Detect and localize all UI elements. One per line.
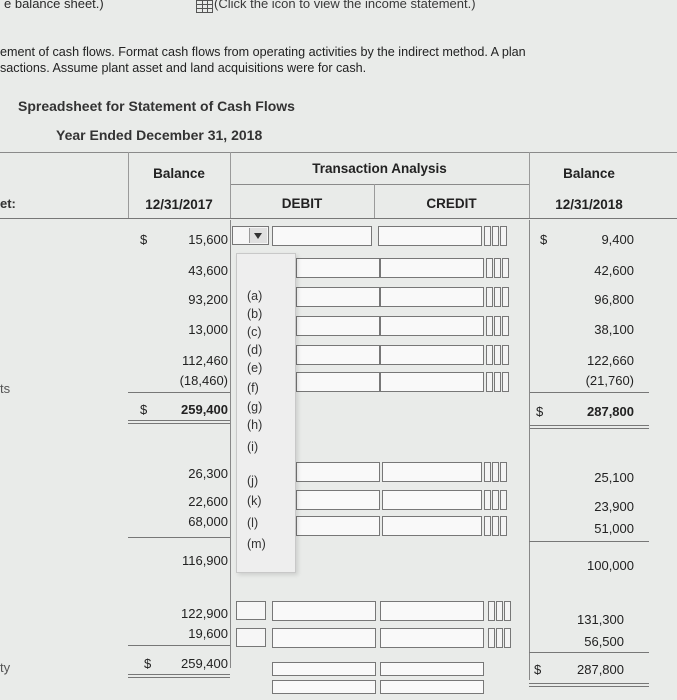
dropdown-option-l[interactable]: (l) bbox=[247, 516, 259, 530]
debit-input-row2[interactable] bbox=[296, 258, 380, 278]
debit-input-row4[interactable] bbox=[296, 316, 380, 336]
credit-select-row10b[interactable] bbox=[496, 601, 503, 621]
grid-icon[interactable] bbox=[196, 0, 213, 13]
credit-input-row10[interactable] bbox=[380, 601, 484, 621]
instructions-line-1: ement of cash flows. Format cash flows from operating activities by the indirect method. A plan bbox=[0, 45, 526, 59]
credit-select-row9c[interactable] bbox=[500, 516, 507, 536]
credit-select-row9[interactable] bbox=[484, 516, 491, 536]
debit-input-row11[interactable] bbox=[272, 628, 376, 648]
dropdown-option-i[interactable]: (i) bbox=[247, 440, 259, 454]
bal2018-plant-assets: 122,660 bbox=[587, 353, 634, 368]
dropdown-option-h[interactable]: (h) bbox=[247, 418, 263, 432]
transaction-select-row1[interactable] bbox=[232, 226, 269, 245]
currency-symbol: $ bbox=[540, 232, 548, 247]
dropdown-option-k[interactable]: (k) bbox=[247, 494, 262, 508]
row-label-stub: et: bbox=[0, 196, 16, 211]
dropdown-option-a[interactable]: (a) bbox=[247, 289, 263, 303]
currency-symbol: $ bbox=[536, 404, 544, 419]
bal2018-total-liab-equity: 287,800 bbox=[577, 662, 624, 677]
bal2018-receivables: 42,600 bbox=[594, 263, 634, 278]
header-balance-2017: Balance bbox=[153, 166, 205, 181]
credit-select-row7c[interactable] bbox=[500, 462, 507, 482]
row-label-ts: ts bbox=[0, 381, 11, 396]
header-date-2017: 12/31/2017 bbox=[145, 197, 213, 212]
debit-input-row7[interactable] bbox=[296, 462, 380, 482]
credit-total-input-2[interactable] bbox=[380, 680, 484, 694]
balance-sheet-link-text[interactable]: e balance sheet.) bbox=[4, 0, 104, 11]
credit-select-row9b[interactable] bbox=[492, 516, 499, 536]
credit-select-row8[interactable] bbox=[484, 490, 491, 510]
transaction-select-row11[interactable] bbox=[236, 628, 266, 647]
row-label-ty: ty bbox=[0, 660, 11, 675]
bal2017-accrued-liabilities: 22,600 bbox=[188, 494, 228, 509]
header-date-2018: 12/31/2018 bbox=[555, 197, 623, 212]
credit-input-row7[interactable] bbox=[382, 462, 482, 482]
bal2017-cash: 15,600 bbox=[188, 232, 228, 247]
credit-select-row1c[interactable] bbox=[500, 226, 507, 246]
debit-input-row3[interactable] bbox=[296, 287, 380, 307]
debit-input-row5[interactable] bbox=[296, 345, 380, 365]
header-debit: DEBIT bbox=[281, 196, 323, 211]
transaction-dropdown-menu[interactable] bbox=[236, 253, 296, 573]
credit-select-row4b[interactable] bbox=[494, 316, 501, 336]
credit-select-row3b[interactable] bbox=[494, 287, 501, 307]
credit-input-row6[interactable] bbox=[380, 372, 484, 392]
credit-select-row3c[interactable] bbox=[502, 287, 509, 307]
dropdown-option-f[interactable]: (f) bbox=[247, 381, 259, 395]
bal2018-accum-depreciation: (21,760) bbox=[585, 373, 634, 388]
dropdown-option-e[interactable]: (e) bbox=[247, 361, 263, 375]
bal2018-long-term-notes: 51,000 bbox=[594, 521, 634, 536]
credit-select-row10[interactable] bbox=[488, 601, 495, 621]
credit-select-row11[interactable] bbox=[488, 628, 495, 648]
bal2017-retained-earnings: 19,600 bbox=[188, 626, 228, 641]
credit-select-row2c[interactable] bbox=[502, 258, 509, 278]
credit-select-row4[interactable] bbox=[486, 316, 493, 336]
bal2017-total-assets: 259,400 bbox=[181, 402, 228, 417]
bal2017-accum-depreciation: (18,460) bbox=[179, 373, 228, 388]
dropdown-option-d[interactable]: (d) bbox=[247, 343, 263, 357]
credit-select-row6[interactable] bbox=[486, 372, 493, 392]
bal2017-total-liab-equity: 259,400 bbox=[181, 656, 228, 671]
credit-select-row6b[interactable] bbox=[494, 372, 501, 392]
dropdown-option-b[interactable]: (b) bbox=[247, 307, 263, 321]
credit-select-row2[interactable] bbox=[486, 258, 493, 278]
bal2017-total-liabilities: 116,900 bbox=[181, 553, 228, 568]
credit-input-row2[interactable] bbox=[380, 258, 484, 278]
panel-subtitle: Year Ended December 31, 2018 bbox=[56, 127, 263, 143]
credit-select-row11c[interactable] bbox=[504, 628, 511, 648]
credit-select-row1[interactable] bbox=[484, 226, 491, 246]
dropdown-option-g[interactable]: (g) bbox=[247, 400, 263, 414]
bal2018-accounts-payable: 25,100 bbox=[594, 470, 634, 485]
dropdown-option-c[interactable]: (c) bbox=[247, 325, 262, 339]
panel-title: Spreadsheet for Statement of Cash Flows bbox=[18, 98, 295, 114]
credit-input-row11[interactable] bbox=[380, 628, 484, 648]
credit-select-row3[interactable] bbox=[486, 287, 493, 307]
debit-input-row10[interactable] bbox=[272, 601, 376, 621]
currency-symbol: $ bbox=[534, 662, 542, 677]
bal2018-accrued-liabilities: 23,900 bbox=[594, 499, 634, 514]
credit-select-row5c[interactable] bbox=[502, 345, 509, 365]
credit-total-input[interactable] bbox=[380, 662, 484, 676]
bal2017-land: 13,000 bbox=[188, 322, 228, 337]
instructions-line-2: sactions. Assume plant asset and land acquisitions were for cash. bbox=[0, 61, 367, 75]
credit-select-row4c[interactable] bbox=[502, 316, 509, 336]
header-transaction-analysis: Transaction Analysis bbox=[312, 161, 447, 176]
credit-input-row9[interactable] bbox=[382, 516, 482, 536]
instructions bbox=[0, 44, 526, 76]
dropdown-option-j[interactable]: (j) bbox=[247, 474, 259, 488]
transaction-select-row10[interactable] bbox=[236, 601, 266, 620]
credit-input-row1[interactable] bbox=[378, 226, 482, 246]
credit-select-row8c[interactable] bbox=[500, 490, 507, 510]
credit-input-row4[interactable] bbox=[380, 316, 484, 336]
credit-select-row10c[interactable] bbox=[504, 601, 511, 621]
currency-symbol: $ bbox=[140, 232, 148, 247]
bal2017-common-stock: 122,900 bbox=[181, 606, 228, 621]
credit-select-row7b[interactable] bbox=[492, 462, 499, 482]
header-balance-2018: Balance bbox=[563, 166, 615, 181]
credit-select-row5[interactable] bbox=[486, 345, 493, 365]
bal2018-total-assets: 287,800 bbox=[587, 404, 634, 419]
credit-select-row7[interactable] bbox=[484, 462, 491, 482]
bal2018-land: 38,100 bbox=[594, 322, 634, 337]
debit-total-input-2[interactable] bbox=[272, 680, 376, 694]
credit-select-row11b[interactable] bbox=[496, 628, 503, 648]
header-credit: CREDIT bbox=[426, 196, 477, 211]
bal2018-common-stock: 131,300 bbox=[577, 612, 624, 627]
bal2018-retained-earnings: 56,500 bbox=[584, 634, 624, 649]
bal2018-inventory: 96,800 bbox=[594, 292, 634, 307]
credit-select-row6c[interactable] bbox=[502, 372, 509, 392]
debit-input-row8[interactable] bbox=[296, 490, 380, 510]
credit-input-row5[interactable] bbox=[380, 345, 484, 365]
bal2018-total-liabilities: 100,000 bbox=[587, 558, 634, 573]
debit-input-row9[interactable] bbox=[296, 516, 380, 536]
bal2018-cash: 9,400 bbox=[601, 232, 634, 247]
bal2017-receivables: 43,600 bbox=[188, 263, 228, 278]
credit-select-row2b[interactable] bbox=[494, 258, 501, 278]
currency-symbol: $ bbox=[144, 656, 152, 671]
credit-input-row8[interactable] bbox=[382, 490, 482, 510]
credit-select-row1b[interactable] bbox=[492, 226, 499, 246]
bal2017-plant-assets: 112,460 bbox=[181, 353, 228, 368]
credit-select-row5b[interactable] bbox=[494, 345, 501, 365]
debit-input-row1[interactable] bbox=[272, 226, 372, 246]
credit-select-row8b[interactable] bbox=[492, 490, 499, 510]
credit-input-row3[interactable] bbox=[380, 287, 484, 307]
bal2017-long-term-notes: 68,000 bbox=[188, 514, 228, 529]
debit-total-input[interactable] bbox=[272, 662, 376, 676]
currency-symbol: $ bbox=[140, 402, 148, 417]
bal2017-accounts-payable: 26,300 bbox=[188, 466, 228, 481]
chevron-down-icon[interactable] bbox=[249, 228, 267, 243]
bal2017-inventory: 93,200 bbox=[188, 292, 228, 307]
dropdown-option-m[interactable]: (m) bbox=[247, 537, 266, 551]
income-statement-link[interactable]: (Click the icon to view the income statement.) bbox=[214, 0, 476, 11]
debit-input-row6[interactable] bbox=[296, 372, 380, 392]
